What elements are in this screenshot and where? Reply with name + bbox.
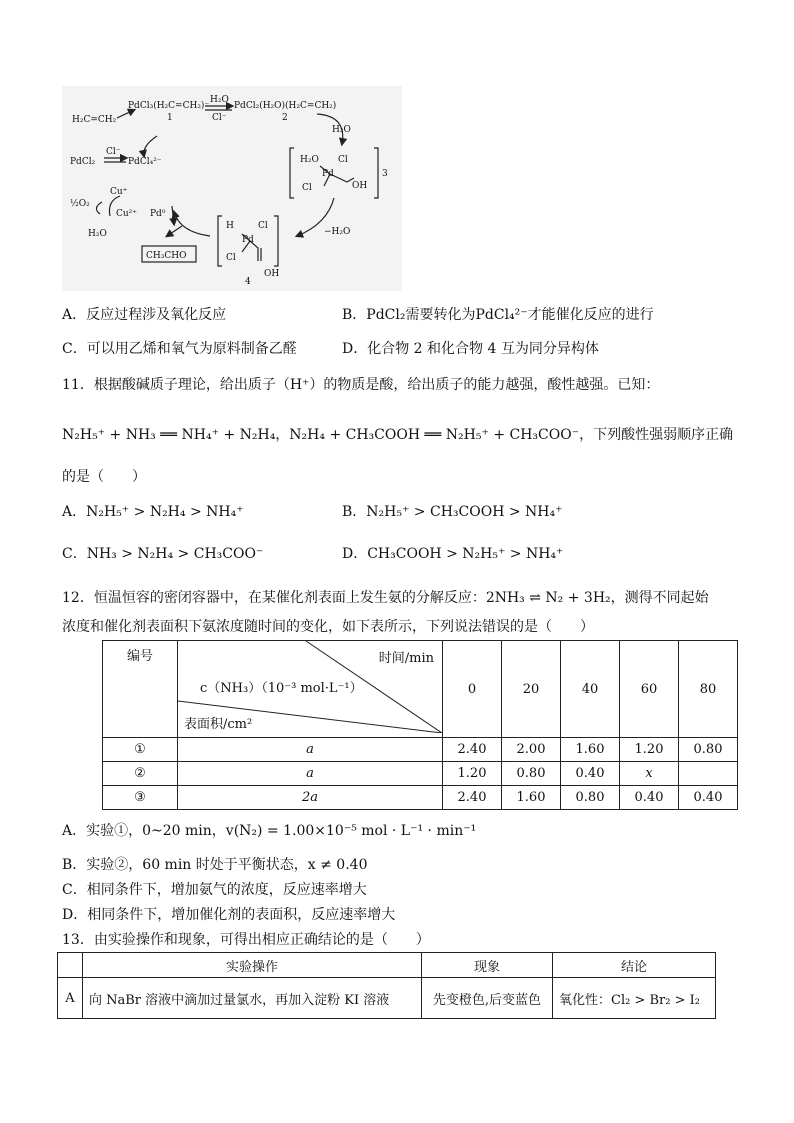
table-row — [103, 762, 738, 786]
catalytic-cycle-diagram — [62, 86, 402, 291]
q12-option-a: A．实验①，0~20 min，v(N₂) = 1.00×10⁻⁵ mol · L⁻¹ · min⁻¹ — [62, 823, 477, 839]
header-area: 表面积/cm² — [184, 717, 253, 732]
row-id: ② — [103, 762, 178, 786]
arrow-left-top — [144, 136, 157, 156]
label-c3-h2o: H₂O — [300, 155, 319, 165]
q12-option-b: B．实验②，60 min 时处于平衡状态，x ≠ 0.40 — [62, 857, 368, 873]
q13-row-operation: 向 NaBr 溶液中滴加过量氯水，再加入淀粉 KI 溶液 — [83, 978, 422, 1019]
arrow-pd0 — [172, 206, 174, 224]
q12-stem-line1: 12．恒温恒容的密闭容器中，在某催化剂表面上发生氨的分解反应：2NH₃ ⇌ N₂ + 3H₂，测得不同起始 — [62, 590, 709, 606]
row-value: 2.00 — [502, 738, 561, 762]
header-time: 时间/min — [378, 651, 434, 666]
q11-option-c: C．NH₃ > N₂H₄ > CH₃COO⁻ — [62, 546, 264, 562]
table-row — [103, 786, 738, 810]
label-ethene: H₂C=CH₂ — [72, 115, 117, 125]
arrow-o2 — [96, 202, 102, 214]
q13-header-blank — [58, 953, 83, 978]
row-value: 0.80 — [561, 786, 620, 810]
row-value: 1.20 — [443, 762, 502, 786]
q13-row-id: A — [58, 978, 83, 1019]
row-value: 0.40 — [679, 786, 738, 810]
label-cmp1: PdCl₃(H₂C=CH₂)⁻ — [128, 101, 210, 111]
label-c4-cl1: Cl — [258, 221, 268, 231]
row-area: a — [178, 762, 443, 786]
row-area: 2a — [178, 786, 443, 810]
q12-table-wrap — [102, 640, 738, 810]
row-value: 0.80 — [502, 762, 561, 786]
q12-option-c: C．相同条件下，增加氨气的浓度，反应速率增大 — [62, 882, 367, 898]
row-value: 0.40 — [620, 786, 679, 810]
arrow-bottom-left — [174, 212, 210, 236]
q13-header-conclusion: 结论 — [553, 953, 716, 978]
label-cmp1-num: 1 — [167, 113, 173, 123]
label-minus-h2o: −H₂O — [324, 227, 351, 237]
q13-header-phenomenon: 现象 — [422, 953, 553, 978]
label-half-o2: ½O₂ — [70, 199, 90, 209]
row-value: 1.60 — [502, 786, 561, 810]
q13-header-operation: 实验操作 — [83, 953, 422, 978]
q11-stem: 11．根据酸碱质子理论，给出质子（H⁺）的物质是酸，给出质子的能力越强，酸性越强。已知： — [62, 377, 660, 393]
arrow-product — [167, 226, 182, 236]
row-value — [679, 762, 738, 786]
q13-table — [57, 952, 716, 1019]
time-60: 60 — [620, 641, 679, 738]
label-c3-oh: OH — [352, 181, 368, 191]
bracket-4-left — [218, 216, 222, 266]
label-product: CH₃CHO — [146, 251, 187, 261]
time-40: 40 — [561, 641, 620, 738]
label-c3-pd: Pd — [322, 169, 334, 179]
row-value: 2.40 — [443, 786, 502, 810]
header-diagonal-cell — [178, 641, 443, 738]
q10-option-d: D．化合物 2 和化合物 4 互为同分异构体 — [342, 341, 599, 357]
q12-option-d: D．相同条件下，增加催化剂的表面积，反应速率增大 — [62, 907, 396, 923]
q11-equation: N₂H₅⁺ + NH₃ ══ NH₄⁺ + N₂H₄，N₂H₄ + CH₃COOH ══ N₂H₅⁺ + CH₃COO⁻，下列酸性强弱顺序正确 — [62, 427, 734, 443]
label-h2o-right: H₂O — [332, 125, 351, 135]
row-area: a — [178, 738, 443, 762]
q11-option-d: D．CH₃COOH > N₂H₅⁺ > NH₄⁺ — [342, 546, 564, 562]
label-h2o-top: H₂O — [210, 95, 229, 105]
label-cl-top: Cl⁻ — [212, 113, 227, 123]
label-pdcl4: PdCl₄²⁻ — [128, 157, 162, 167]
row-id: ③ — [103, 786, 178, 810]
row-value: 2.40 — [443, 738, 502, 762]
q11-option-b: B．N₂H₅⁺ > CH₃COOH > NH₄⁺ — [342, 504, 563, 520]
label-c4-oh: OH — [264, 269, 280, 279]
q11-tail: 的是（ ） — [62, 469, 146, 485]
label-cu1: Cu⁺ — [110, 187, 128, 197]
q13-table-wrap — [57, 952, 716, 1019]
q13-row-conclusion: 氧化性：Cl₂ > Br₂ > I₂ — [553, 978, 716, 1019]
q10-option-b: B．PdCl₂需要转化为PdCl₄²⁻才能催化反应的进行 — [342, 307, 654, 323]
bracket-4-right — [274, 216, 278, 266]
bracket-3-right — [374, 148, 378, 198]
header-number: 编号 — [103, 641, 178, 738]
q11-option-a: A．N₂H₅⁺ > N₂H₄ > NH₄⁺ — [62, 504, 244, 520]
q10-option-a: A．反应过程涉及氧化反应 — [62, 307, 227, 323]
arrow-ethene — [117, 110, 134, 118]
row-value: 1.60 — [561, 738, 620, 762]
label-cl-left: Cl⁻ — [106, 147, 121, 157]
q12-stem-line2: 浓度和催化剂表面积下氨浓度随时间的变化，如下表所示，下列说法错误的是（ ） — [62, 619, 594, 635]
cycle-svg — [62, 86, 402, 291]
label-pdcl2: PdCl₂ — [70, 157, 96, 167]
label-cmp2-num: 2 — [282, 113, 288, 123]
label-cmp2: PdCl₂(H₂O)(H₂C=CH₂) — [234, 101, 337, 111]
row-value: x — [620, 762, 679, 786]
label-c4-num: 4 — [245, 277, 251, 287]
table-row — [58, 978, 716, 1019]
row-value: 1.20 — [620, 738, 679, 762]
label-cu2: Cu²⁺ — [116, 209, 138, 219]
q13-stem: 13．由实验操作和现象，可得出相应正确结论的是（ ） — [62, 932, 430, 948]
time-80: 80 — [679, 641, 738, 738]
q13-row-phenomenon: 先变橙色,后变蓝色 — [422, 978, 553, 1019]
row-value: 0.80 — [679, 738, 738, 762]
label-c4-h: H — [226, 221, 234, 231]
bracket-3-left — [290, 148, 294, 198]
q10-option-c: C．可以用乙烯和氧气为原料制备乙醛 — [62, 341, 297, 357]
label-c4-pd: Pd — [242, 235, 254, 245]
label-c3-num: 3 — [382, 169, 388, 179]
time-20: 20 — [502, 641, 561, 738]
label-c3-cl1: Cl — [338, 155, 348, 165]
header-concentration: c（NH₃）（10⁻³ mol·L⁻¹） — [200, 681, 363, 696]
row-id: ① — [103, 738, 178, 762]
q12-table — [102, 640, 738, 810]
label-h2o-left: H₂O — [88, 229, 107, 239]
time-0: 0 — [443, 641, 502, 738]
table-row — [103, 738, 738, 762]
label-c3-cl2: Cl — [302, 183, 312, 193]
label-c4-cl2: Cl — [226, 253, 236, 263]
row-value: 0.40 — [561, 762, 620, 786]
label-pd0: Pd⁰ — [150, 209, 166, 219]
